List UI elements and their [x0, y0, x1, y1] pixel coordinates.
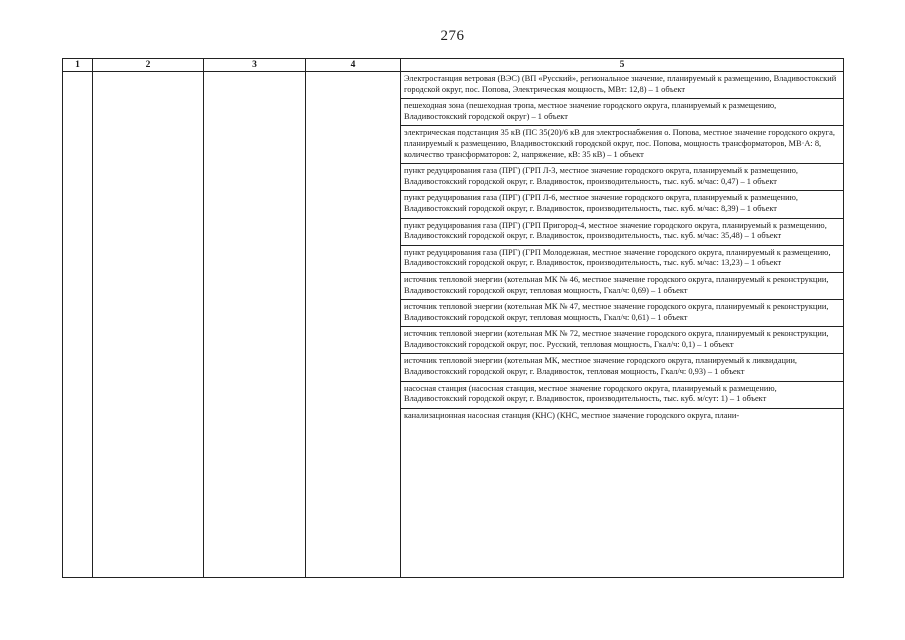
object-entry: насосная станция (насосная станция, местное значение городского округа, планируемый к размещению, Владивостокский городской округ, г. Владивосток, производительность, тыс. куб. м/сут: 1) – 1 объект — [401, 382, 843, 409]
object-entry: пункт редуцирования газа (ПРГ) (ГРП Пригород-4, местное значение городского округа, планируемый к размещению, Владивостокский городской округ, г. Владивосток, производительность, тыс. куб. м/час: 35,48) – 1 объект — [401, 219, 843, 246]
column-header-3: 3 — [204, 59, 306, 72]
object-entry: источник тепловой энергии (котельная МК № 72, местное значение городского округа, планируемый к реконструкции, Владивостокский городской округ, пос. Русский, тепловая мощность, Гкал/ч: 0,1) – 1 объект — [401, 327, 843, 354]
object-entry: пункт редуцирования газа (ПРГ) (ГРП Л-3, местное значение городского округа, планируемый к размещению, Владивостокский городской округ, г. Владивосток, производительность, тыс. куб. м/час: 0,47) – 1 объект — [401, 164, 843, 191]
column-header-4: 4 — [306, 59, 401, 72]
column-2-cell — [93, 72, 204, 578]
column-header-5: 5 — [401, 59, 844, 72]
object-entry: пункт редуцирования газа (ПРГ) (ГРП Л-6, местное значение городского округа, планируемый к размещению, Владивостокский городской округ, г. Владивосток, производительность, тыс. куб. м/час: 8,39) – 1 объект — [401, 191, 843, 218]
object-entry: канализационная насосная станция (КНС) (КНС, местное значение городского округа, плани- — [404, 410, 740, 420]
column-1-cell — [63, 72, 93, 578]
column-header-1: 1 — [63, 59, 93, 72]
document-table — [62, 58, 844, 578]
object-entry: пункт редуцирования газа (ПРГ) (ГРП Молодежная, местное значение городского округа, планируемый к размещению, Владивостокский городской округ, г. Владивосток, производительность, тыс. куб. м/час: 13,23) – 1 объект — [401, 246, 843, 273]
column-3-cell — [204, 72, 306, 578]
object-entry: источник тепловой энергии (котельная МК, местное значение городского округа, планируемый к ликвидации, Владивостокский городской округ, г. Владивосток, тепловая мощность, Гкал/ч: 0,93) – 1 объект — [401, 354, 843, 381]
page-number: 276 — [440, 28, 465, 44]
object-entry: Электростанция ветровая (ВЭС) (ВП «Русский», региональное значение, планируемый к размещению, Владивостокский городской округ, пос. Попова, Электрическая мощность, МВт: 12,8) – 1 объект — [401, 72, 843, 99]
object-entry: пешеходная зона (пешеходная тропа, местное значение городского округа, планируемый к размещению, Владивостокский городской округ) – 1 объект — [401, 99, 843, 126]
object-entry: электрическая подстанция 35 кВ (ПС 35(20)/6 кВ для электроснабжения о. Попова, местное значение городского округа, планируемый к размещению, Владивостокский городской округ, пос. Попова, мощность трансформаторов, МВ·А: 8, количество трансформаторов: 2, напряжение, кВ: 35 кВ) – 1 объект — [401, 126, 843, 164]
table-row — [63, 72, 844, 578]
column-header-2: 2 — [93, 59, 204, 72]
object-description-cell — [401, 72, 844, 578]
table-header-row — [63, 59, 844, 72]
object-entry: источник тепловой энергии (котельная МК № 47, местное значение городского округа, планируемый к реконструкции, Владивостокский городской округ, тепловая мощность, Гкал/ч: 0,61) – 1 объект — [401, 300, 843, 327]
object-entry: источник тепловой энергии (котельная МК № 46, местное значение городского округа, планируемый к реконструкции, Владивостокский городской округ, тепловая мощность, Гкал/ч: 0,69) – 1 объект — [401, 273, 843, 300]
column-4-cell — [306, 72, 401, 578]
